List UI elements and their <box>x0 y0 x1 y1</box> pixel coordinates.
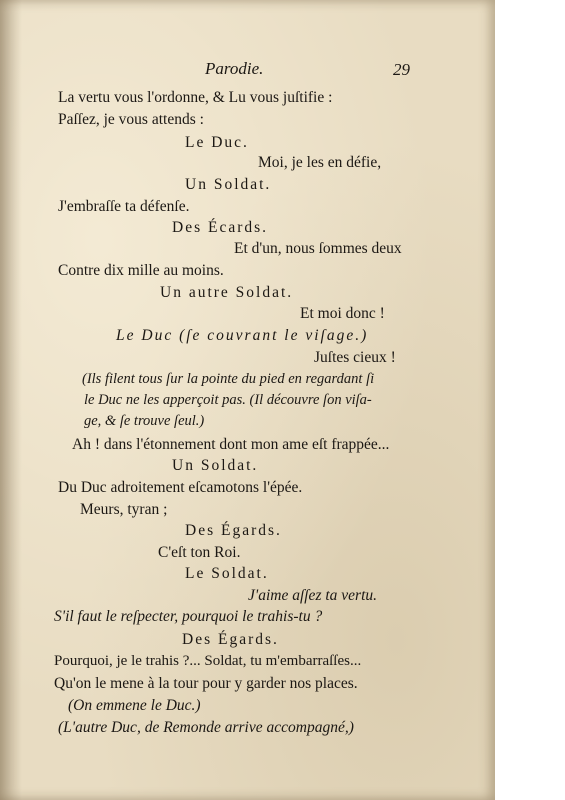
verse-line: J'embraſſe ta défenſe. <box>58 198 190 215</box>
verse-line: Du Duc adroitement eſcamotons l'épée. <box>58 479 303 496</box>
speaker-name: Le Soldat. <box>185 565 269 582</box>
page-spine-shadow <box>0 0 22 800</box>
speaker-name: Le Duc. <box>185 134 249 151</box>
verse-line: Meurs, tyran ; <box>80 501 168 518</box>
stage-direction: ge, & ſe trouve ſeul.) <box>84 413 205 429</box>
stage-direction: (Ils filent tous ſur la pointe du pied en regardant ſi <box>82 371 375 387</box>
verse-line: Paſſez, je vous attends : <box>58 111 204 128</box>
stage-direction: Le Duc (ſe couvrant le viſage.) <box>116 327 369 344</box>
speaker-name: Un Soldat. <box>172 457 259 474</box>
speaker-name: Des Écards. <box>172 219 269 236</box>
verse-line: Ah ! dans l'étonnement dont mon ame eſt frappée... <box>72 436 390 453</box>
running-header: Parodie. <box>205 59 264 78</box>
verse-line: Qu'on le mene à la tour pour y garder nos places. <box>54 675 358 692</box>
stage-direction: (L'autre Duc, de Remonde arrive accompagné,) <box>58 719 354 736</box>
verse-line: S'il faut le reſpecter, pourquoi le trahis-tu ? <box>54 608 323 625</box>
verse-line: Et d'un, nous ſommes deux <box>234 240 402 257</box>
verse-line: J'aime aſſez ta vertu. <box>248 587 378 604</box>
verse-line: Moi, je les en défie, <box>258 154 382 171</box>
verse-line: Contre dix mille au moins. <box>58 262 224 279</box>
speaker-name: Des Égards. <box>185 522 282 539</box>
page-number: 29 <box>393 60 410 79</box>
verse-line: Et moi donc ! <box>300 305 385 322</box>
stage-direction: (On emmene le Duc.) <box>68 697 201 714</box>
verse-line: Pourquoi, je le trahis ?... Soldat, tu m'embarraſſes... <box>54 653 362 669</box>
speaker-name: Un Soldat. <box>185 176 272 193</box>
stage-direction: le Duc ne les apperçoit pas. (Il découvre ſon viſa- <box>84 392 372 408</box>
speaker-name: Des Égards. <box>182 631 279 648</box>
verse-line: Juſtes cieux ! <box>314 349 396 366</box>
speaker-name: Un autre Soldat. <box>160 284 294 301</box>
verse-line: C'eſt ton Roi. <box>158 544 241 561</box>
verse-line: La vertu vous l'ordonne, & Lu vous juſtifie : <box>58 89 333 106</box>
